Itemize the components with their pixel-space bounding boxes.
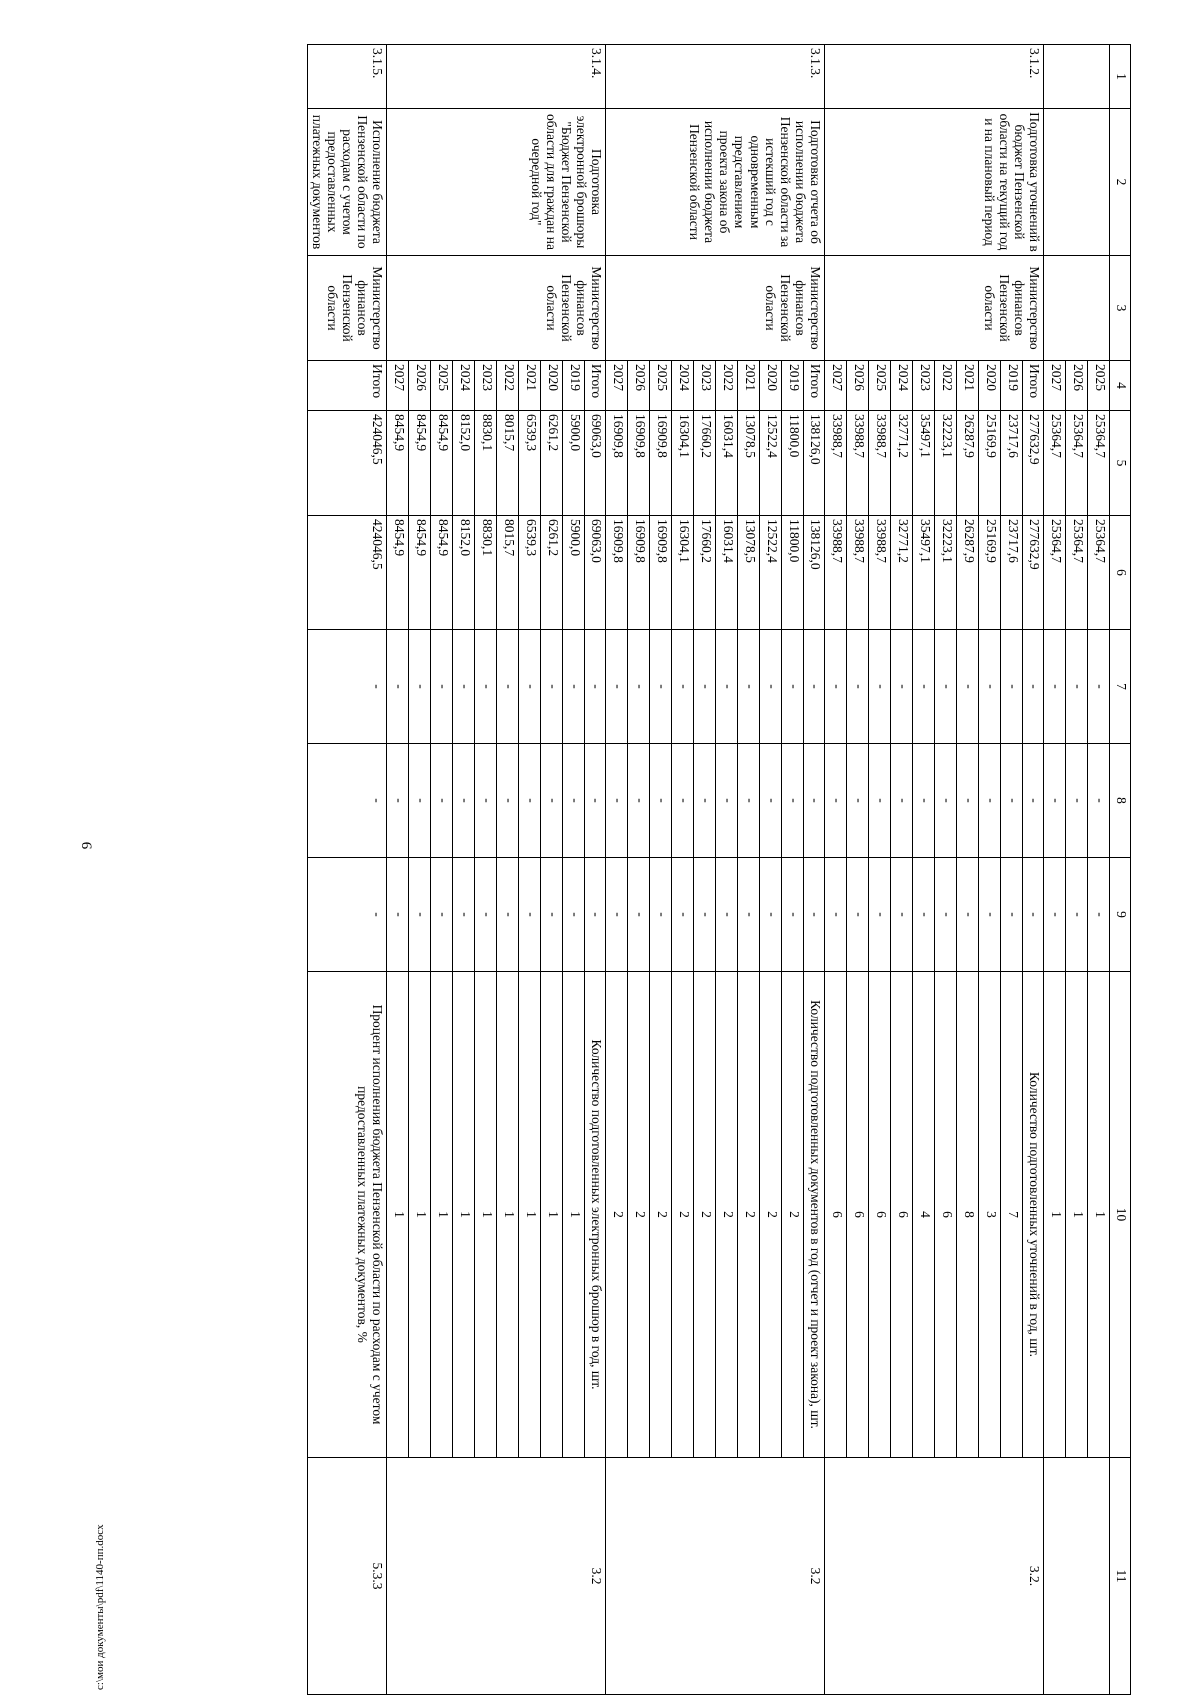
year-cell: 2026 xyxy=(628,361,650,411)
indicator-value-cell: 1 xyxy=(1066,972,1088,1458)
value-cell: - xyxy=(913,858,935,972)
value-cell: 16909,8 xyxy=(628,411,650,516)
year-cell: 2024 xyxy=(672,361,694,411)
indicator-value-cell: 1 xyxy=(563,972,585,1458)
value-cell: 25364,7 xyxy=(1044,411,1066,516)
year-cell: 2022 xyxy=(935,361,957,411)
value-cell: - xyxy=(760,858,782,972)
value-cell: - xyxy=(650,858,672,972)
value-cell: 13078,5 xyxy=(738,516,760,630)
value-cell: - xyxy=(957,744,979,858)
value-cell: - xyxy=(563,744,585,858)
value-cell: 6539,3 xyxy=(519,516,541,630)
value-cell: 33988,7 xyxy=(869,516,891,630)
value-cell: 25364,7 xyxy=(1044,516,1066,630)
value-cell: - xyxy=(1001,858,1023,972)
value-cell: 8830,1 xyxy=(475,516,497,630)
indicator-value-cell: 1 xyxy=(431,972,453,1458)
total-value: - xyxy=(585,744,606,858)
year-cell: 2021 xyxy=(957,361,979,411)
value-cell: - xyxy=(497,630,519,744)
value-cell: 16909,8 xyxy=(650,516,672,630)
value-cell: - xyxy=(716,630,738,744)
col-header: 1 xyxy=(1110,45,1131,109)
value-cell: 25364,7 xyxy=(1066,411,1088,516)
value-cell: 8830,1 xyxy=(475,411,497,516)
table-row-total xyxy=(585,45,606,1695)
value-cell: - xyxy=(1044,630,1066,744)
measure-number: 3.1.3. xyxy=(606,45,825,109)
year-cell: 2025 xyxy=(650,361,672,411)
value-cell: - xyxy=(563,630,585,744)
empty-cell xyxy=(1044,256,1110,361)
indicator-value-cell: 2 xyxy=(628,972,650,1458)
measure-number: 3.1.2. xyxy=(825,45,1044,109)
indicator-name: Количество подготовленных уточнений в год, шт. xyxy=(1023,972,1044,1458)
year-cell: 2020 xyxy=(979,361,1001,411)
value-cell: - xyxy=(475,630,497,744)
value-cell: - xyxy=(760,630,782,744)
year-cell: 2027 xyxy=(387,361,409,411)
value-cell: - xyxy=(519,858,541,972)
year-cell: 2023 xyxy=(694,361,716,411)
total-value: 277632,9 xyxy=(1023,411,1044,516)
value-cell: 16909,8 xyxy=(606,516,628,630)
value-cell: - xyxy=(650,630,672,744)
value-cell: - xyxy=(716,858,738,972)
table-body xyxy=(308,45,1110,1695)
value-cell: - xyxy=(913,630,935,744)
value-cell: - xyxy=(738,630,760,744)
value-cell: - xyxy=(1088,858,1110,972)
total-value: 69063,0 xyxy=(585,411,606,516)
rotated-table-container xyxy=(171,44,1131,1694)
col-header: 4 xyxy=(1110,361,1131,411)
total-value: - xyxy=(1023,630,1044,744)
value-cell: 11800,0 xyxy=(782,516,804,630)
year-cell: 2020 xyxy=(760,361,782,411)
measure-name: Исполнение бюджета Пензенской области по расходам с учетом предоставленных платежных документов xyxy=(308,109,387,256)
measure-name: Подготовка отчета об исполнении бюджета Пензенской области за истекший год с одновременным представлением проекта закона об исполнении бюджета Пензенской области xyxy=(606,109,825,256)
year-cell: 2025 xyxy=(1088,361,1110,411)
reference-cell: 3.2 xyxy=(387,1458,606,1695)
value-cell: - xyxy=(475,744,497,858)
value-cell: 25169,9 xyxy=(979,516,1001,630)
indicator-value-cell: 2 xyxy=(716,972,738,1458)
value-cell: - xyxy=(387,858,409,972)
indicator-value-cell: 1 xyxy=(475,972,497,1458)
measure-name: Подготовка уточнений в бюджет Пензенской области на текущий год и на плановый период xyxy=(825,109,1044,256)
indicator-value-cell: 2 xyxy=(694,972,716,1458)
value-cell: - xyxy=(628,858,650,972)
value-cell: - xyxy=(979,858,1001,972)
value-cell: - xyxy=(694,744,716,858)
value-cell: 8454,9 xyxy=(409,516,431,630)
value-cell: 8152,0 xyxy=(453,516,475,630)
value-cell: 8454,9 xyxy=(387,516,409,630)
value-cell: - xyxy=(935,630,957,744)
value-cell: - xyxy=(869,744,891,858)
total-label: Итого xyxy=(1023,361,1044,411)
year-cell: 2027 xyxy=(1044,361,1066,411)
value-cell: - xyxy=(694,858,716,972)
page-number: 9 xyxy=(79,841,96,850)
value-cell: 16304,1 xyxy=(672,516,694,630)
executor-name: Министерство финансов Пензенской области xyxy=(825,256,1044,361)
value-cell: - xyxy=(563,858,585,972)
value-cell: 35497,1 xyxy=(913,516,935,630)
year-cell: 2025 xyxy=(431,361,453,411)
value-cell: 25169,9 xyxy=(979,411,1001,516)
total-label: Итого xyxy=(585,361,606,411)
value-cell: 25364,7 xyxy=(1088,516,1110,630)
value-cell: - xyxy=(672,630,694,744)
indicator-value-cell: 2 xyxy=(738,972,760,1458)
value-cell: - xyxy=(431,630,453,744)
measure-number: 3.1.5. xyxy=(308,45,387,109)
reference-cell: 3.2. xyxy=(825,1458,1044,1695)
indicator-value-cell: 6 xyxy=(935,972,957,1458)
value-cell: - xyxy=(891,858,913,972)
value-cell: - xyxy=(409,630,431,744)
year-cell: 2021 xyxy=(519,361,541,411)
indicator-value-cell: 1 xyxy=(409,972,431,1458)
value-cell: - xyxy=(782,858,804,972)
indicator-value-cell: 6 xyxy=(825,972,847,1458)
value-cell: 16304,1 xyxy=(672,411,694,516)
value-cell: - xyxy=(475,858,497,972)
measure-name: Подготовка электронной брошюры "Бюджет Пензенской области для граждан на очередной год" xyxy=(387,109,606,256)
col-header: 6 xyxy=(1110,516,1131,630)
year-cell: 2024 xyxy=(453,361,475,411)
value-cell: - xyxy=(387,744,409,858)
value-cell: 8015,7 xyxy=(497,411,519,516)
value-cell: - xyxy=(453,630,475,744)
total-value: 138126,0 xyxy=(804,411,825,516)
value-cell: - xyxy=(628,630,650,744)
value-cell: 6539,3 xyxy=(519,411,541,516)
value-cell: 13078,5 xyxy=(738,411,760,516)
value-cell: 25364,7 xyxy=(1088,411,1110,516)
value-cell: - xyxy=(541,858,563,972)
indicator-value-cell: 1 xyxy=(1044,972,1066,1458)
total-value: - xyxy=(804,630,825,744)
indicator-value-cell: 2 xyxy=(760,972,782,1458)
value-cell: - xyxy=(387,630,409,744)
value-cell: 17660,2 xyxy=(694,411,716,516)
value-cell: - xyxy=(869,858,891,972)
year-cell: 2019 xyxy=(563,361,585,411)
value-cell: - xyxy=(1044,744,1066,858)
total-value: 424046,5 xyxy=(308,516,387,630)
value-cell: 8152,0 xyxy=(453,411,475,516)
year-cell: 2024 xyxy=(891,361,913,411)
col-header: 3 xyxy=(1110,256,1131,361)
empty-cell xyxy=(1044,1458,1110,1695)
year-cell: 2021 xyxy=(738,361,760,411)
indicator-value-cell: 7 xyxy=(1001,972,1023,1458)
value-cell: - xyxy=(519,630,541,744)
value-cell: 5900,0 xyxy=(563,516,585,630)
col-header: 5 xyxy=(1110,411,1131,516)
year-cell: 2019 xyxy=(782,361,804,411)
value-cell: 5900,0 xyxy=(563,411,585,516)
indicator-value-cell: 2 xyxy=(650,972,672,1458)
table-row-total xyxy=(308,45,387,1695)
year-cell: 2027 xyxy=(825,361,847,411)
total-value: 424046,5 xyxy=(308,411,387,516)
value-cell: - xyxy=(1066,630,1088,744)
value-cell: 17660,2 xyxy=(694,516,716,630)
value-cell: - xyxy=(606,630,628,744)
value-cell: - xyxy=(672,858,694,972)
value-cell: 6261,2 xyxy=(541,411,563,516)
executor-name: Министерство финансов Пензенской области xyxy=(606,256,825,361)
indicator-name: Процент исполнения бюджета Пензенской области по расходам с учетом предоставленных платежных документов, % xyxy=(308,972,387,1458)
value-cell: 33988,7 xyxy=(847,516,869,630)
value-cell: 16909,8 xyxy=(650,411,672,516)
indicator-value-cell: 1 xyxy=(541,972,563,1458)
value-cell: - xyxy=(1044,858,1066,972)
value-cell: 23717,6 xyxy=(1001,411,1023,516)
indicator-value-cell: 6 xyxy=(869,972,891,1458)
value-cell: 33988,7 xyxy=(825,411,847,516)
year-cell: 2023 xyxy=(913,361,935,411)
value-cell: - xyxy=(957,630,979,744)
value-cell: 16909,8 xyxy=(628,516,650,630)
col-header: 7 xyxy=(1110,630,1131,744)
value-cell: - xyxy=(935,858,957,972)
value-cell: 12522,4 xyxy=(760,516,782,630)
value-cell: - xyxy=(935,744,957,858)
col-header: 8 xyxy=(1110,744,1131,858)
value-cell: - xyxy=(453,858,475,972)
col-header: 10 xyxy=(1110,972,1131,1458)
indicator-name: Количество подготовленных электронных брошюр в год, шт. xyxy=(585,972,606,1458)
total-value: 69063,0 xyxy=(585,516,606,630)
value-cell: - xyxy=(1088,744,1110,858)
year-cell: 2025 xyxy=(869,361,891,411)
value-cell: - xyxy=(431,858,453,972)
indicator-value-cell: 2 xyxy=(782,972,804,1458)
value-cell: 26287,9 xyxy=(957,516,979,630)
value-cell: 33988,7 xyxy=(825,516,847,630)
value-cell: 25364,7 xyxy=(1066,516,1088,630)
total-value: - xyxy=(308,744,387,858)
measure-number: 3.1.4. xyxy=(387,45,606,109)
col-header: 11 xyxy=(1110,1458,1131,1695)
value-cell: 8015,7 xyxy=(497,516,519,630)
total-value: - xyxy=(1023,858,1044,972)
value-cell: - xyxy=(606,744,628,858)
value-cell: - xyxy=(760,744,782,858)
column-number-row xyxy=(1110,45,1131,1695)
reference-cell: 3.2 xyxy=(606,1458,825,1695)
year-cell: 2027 xyxy=(606,361,628,411)
total-value: - xyxy=(804,744,825,858)
col-header: 9 xyxy=(1110,858,1131,972)
year-cell: 2026 xyxy=(409,361,431,411)
value-cell: - xyxy=(606,858,628,972)
value-cell: 33988,7 xyxy=(869,411,891,516)
total-value: - xyxy=(585,630,606,744)
value-cell: 8454,9 xyxy=(387,411,409,516)
indicator-value-cell: 1 xyxy=(519,972,541,1458)
value-cell: - xyxy=(519,744,541,858)
year-cell: 2022 xyxy=(497,361,519,411)
value-cell: - xyxy=(1001,630,1023,744)
value-cell: - xyxy=(628,744,650,858)
indicator-value-cell: 1 xyxy=(387,972,409,1458)
value-cell: - xyxy=(716,744,738,858)
value-cell: 8454,9 xyxy=(431,411,453,516)
value-cell: - xyxy=(979,744,1001,858)
year-cell: 2023 xyxy=(475,361,497,411)
value-cell: - xyxy=(825,744,847,858)
total-value: 277632,9 xyxy=(1023,516,1044,630)
table-header xyxy=(1110,45,1131,1695)
value-cell: - xyxy=(847,630,869,744)
value-cell: - xyxy=(891,630,913,744)
value-cell: - xyxy=(409,744,431,858)
value-cell: - xyxy=(869,630,891,744)
value-cell: 16031,4 xyxy=(716,411,738,516)
indicator-value-cell: 1 xyxy=(1088,972,1110,1458)
table-row-total xyxy=(1023,45,1044,1695)
value-cell: 32771,2 xyxy=(891,516,913,630)
total-value: - xyxy=(585,858,606,972)
reference-cell: 5.3.3 xyxy=(308,1458,387,1695)
value-cell: 26287,9 xyxy=(957,411,979,516)
value-cell: - xyxy=(738,744,760,858)
col-header: 2 xyxy=(1110,109,1131,256)
value-cell: 16031,4 xyxy=(716,516,738,630)
executor-name: Министерство финансов Пензенской области xyxy=(308,256,387,361)
value-cell: - xyxy=(738,858,760,972)
value-cell: - xyxy=(497,744,519,858)
total-value: - xyxy=(308,630,387,744)
value-cell: - xyxy=(825,630,847,744)
indicator-value-cell: 2 xyxy=(606,972,628,1458)
value-cell: - xyxy=(453,744,475,858)
indicator-value-cell: 1 xyxy=(497,972,519,1458)
indicator-name: Количество подготовленных документов в год (отчет и проект закона), шт. xyxy=(804,972,825,1458)
value-cell: - xyxy=(957,858,979,972)
total-value: 138126,0 xyxy=(804,516,825,630)
value-cell: 32223,1 xyxy=(935,411,957,516)
value-cell: - xyxy=(409,858,431,972)
value-cell: - xyxy=(1066,744,1088,858)
value-cell: 32223,1 xyxy=(935,516,957,630)
value-cell: - xyxy=(825,858,847,972)
total-label: Итого xyxy=(804,361,825,411)
indicator-value-cell: 3 xyxy=(979,972,1001,1458)
indicator-value-cell: 6 xyxy=(847,972,869,1458)
program-measures-table xyxy=(307,44,1131,1695)
value-cell: - xyxy=(891,744,913,858)
indicator-value-cell: 8 xyxy=(957,972,979,1458)
value-cell: 12522,4 xyxy=(760,411,782,516)
executor-name: Министерство финансов Пензенской области xyxy=(387,256,606,361)
empty-cell xyxy=(1044,109,1110,256)
total-value: - xyxy=(308,858,387,972)
value-cell: 8454,9 xyxy=(431,516,453,630)
total-label: Итого xyxy=(308,361,387,411)
year-cell: 2022 xyxy=(716,361,738,411)
table-row-total xyxy=(804,45,825,1695)
value-cell: - xyxy=(694,630,716,744)
indicator-value-cell: 4 xyxy=(913,972,935,1458)
value-cell: - xyxy=(672,744,694,858)
value-cell: - xyxy=(847,744,869,858)
year-cell: 2026 xyxy=(847,361,869,411)
year-cell: 2026 xyxy=(1066,361,1088,411)
value-cell: - xyxy=(650,744,672,858)
indicator-value-cell: 6 xyxy=(891,972,913,1458)
value-cell: - xyxy=(782,630,804,744)
indicator-value-cell: 1 xyxy=(453,972,475,1458)
value-cell: 6261,2 xyxy=(541,516,563,630)
year-cell: 2020 xyxy=(541,361,563,411)
value-cell: - xyxy=(431,744,453,858)
value-cell: - xyxy=(541,744,563,858)
value-cell: - xyxy=(913,744,935,858)
total-value: - xyxy=(804,858,825,972)
empty-cell xyxy=(1044,45,1110,109)
value-cell: - xyxy=(1001,744,1023,858)
value-cell: 35497,1 xyxy=(913,411,935,516)
value-cell: - xyxy=(979,630,1001,744)
value-cell: - xyxy=(541,630,563,744)
total-value: - xyxy=(1023,744,1044,858)
value-cell: - xyxy=(1066,858,1088,972)
value-cell: 32771,2 xyxy=(891,411,913,516)
table-row xyxy=(1088,45,1110,1695)
value-cell: 33988,7 xyxy=(847,411,869,516)
value-cell: 23717,6 xyxy=(1001,516,1023,630)
value-cell: - xyxy=(1088,630,1110,744)
value-cell: 16909,8 xyxy=(606,411,628,516)
footer-file-path: c:\мои документы\pdf\1140-пп.docx xyxy=(94,1524,106,1690)
value-cell: - xyxy=(782,744,804,858)
value-cell: 8454,9 xyxy=(409,411,431,516)
value-cell: - xyxy=(847,858,869,972)
year-cell: 2019 xyxy=(1001,361,1023,411)
value-cell: - xyxy=(497,858,519,972)
indicator-value-cell: 2 xyxy=(672,972,694,1458)
value-cell: 11800,0 xyxy=(782,411,804,516)
